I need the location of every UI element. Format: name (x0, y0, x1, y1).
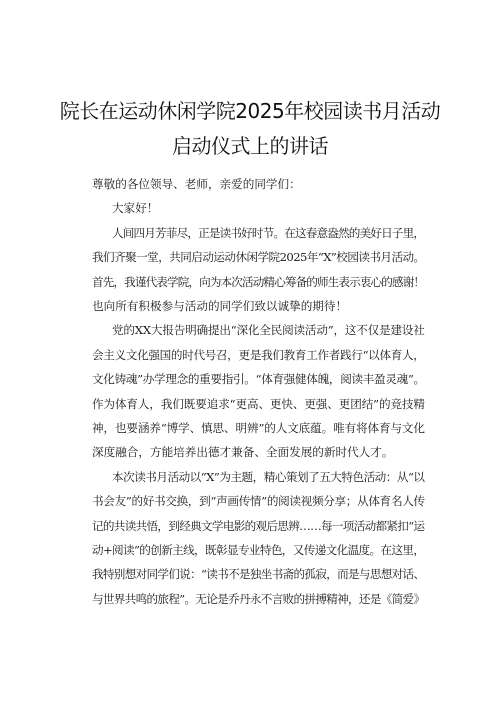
body-text-line: 本次读书月活动以“X”为主题，精心策划了五大特色活动：从“以 (112, 469, 425, 484)
body-text-line: 动+阅读”的创新主线，既彰显专业特色，又传递文化温度。在这里， (92, 543, 425, 557)
salutation-line: 尊敬的各位领导、老师，亲爱的同学们： (92, 177, 301, 191)
body-text-line: 人间四月芳菲尽，正是读书好时节。在这春意盎然的美好日子里， (112, 225, 425, 240)
body-text-line: 深度融合，方能培养出德才兼备、全面发展的新时代人才。 (92, 445, 394, 460)
document-title-line-1: 院长在运动休闲学院2025年校园读书月活动 (59, 99, 441, 123)
body-text-line: 神，也要涵养“博学、慎思、明辨”的人文底蕴。唯有将体育与文化 (92, 421, 425, 435)
body-text-line: 文化铸魂”办学理念的重要指引。“体育强健体魄，阅读丰盈灵魂”。 (92, 372, 425, 387)
body-text-line: 大家好！ (112, 201, 159, 216)
body-text-line: 记的共读共悟，到经典文学电影的观后思辨……每一项活动都紧扣“运 (92, 518, 425, 533)
body-text-line: 也向所有积极参与活动的同学们致以诚挚的期待！ (92, 299, 348, 313)
body-text-line: 首先，我谨代表学院，向为本次活动精心筹备的师生表示衷心的感谢！ (92, 274, 425, 289)
body-text-line: 会主义文化强国的时代号召，更是我们教育工作者践行“以体育人， (92, 347, 425, 362)
body-text-line: 与世界共鸣的旅程”。无论是乔丹永不言败的拼搏精神，还是《简爱》 (92, 591, 425, 606)
body-text-line: 书会友”的好书交换，到“声画传情”的阅读视频分享；从体育名人传 (92, 494, 425, 509)
body-text-line: 我特别想对同学们说：“读书不是独坐书斋的孤寂，而是与思想对话、 (92, 567, 425, 582)
body-text-line: 作为体育人，我们既要追求“更高、更快、更强、更团结”的竞技精 (92, 396, 425, 411)
body-text-line: 我们齐聚一堂，共同启动运动休闲学院2025年“X”校园读书月活动。 (92, 250, 425, 265)
body-text-line: 党的XX大报告明确提出“深化全民阅读活动”，这不仅是建设社 (112, 323, 425, 338)
document-title-line-2: 启动仪式上的讲话 (172, 134, 328, 158)
